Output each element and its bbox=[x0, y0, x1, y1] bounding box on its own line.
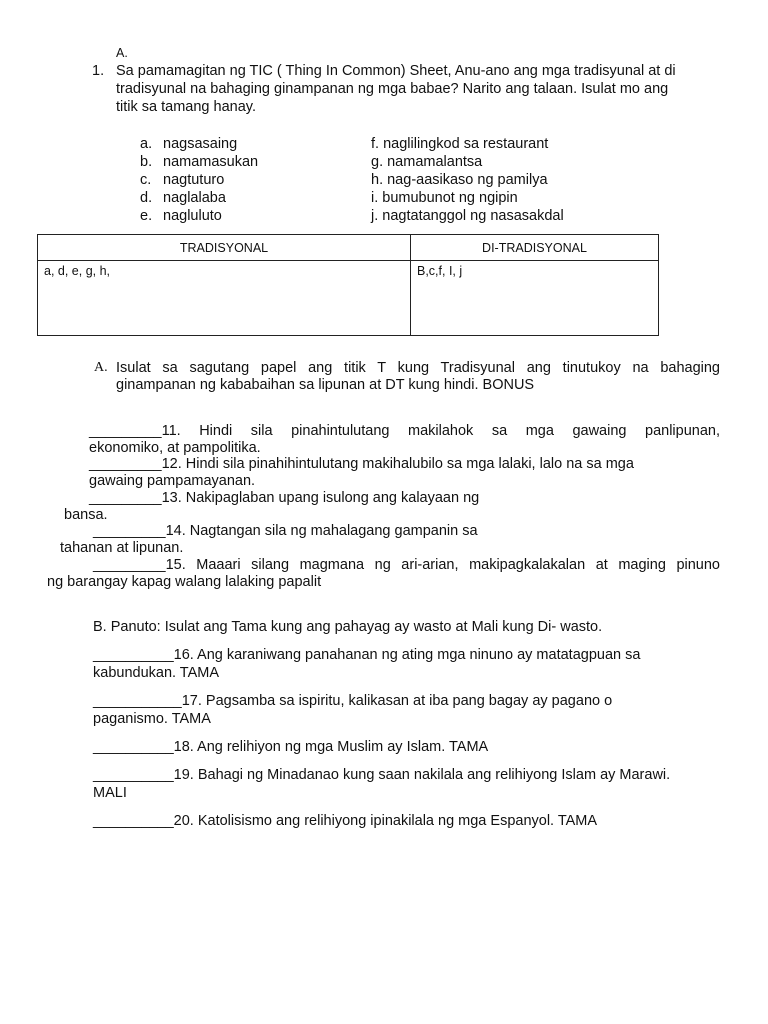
option-text: nagluluto bbox=[163, 208, 222, 224]
option-text: nagsasaing bbox=[163, 136, 238, 152]
item-19-line-2: MALI bbox=[93, 785, 127, 801]
option-item: h. nag-aasikaso ng pamilya bbox=[371, 172, 548, 188]
item-11-line-1: _________11. Hindi sila pinahintulutang makilahok sa mga gawaing panlipunan, bbox=[89, 423, 720, 439]
option-item: f. naglilingkod sa restaurant bbox=[371, 136, 549, 152]
table-row bbox=[38, 261, 659, 336]
item-13-line-1: _________13. Nakipaglaban upang isulong ang kalayaan ng bbox=[89, 490, 480, 506]
item-12-line-1: _________12. Hindi sila pinahihintulutang makihalubilo sa mga lalaki, lalo na sa mga bbox=[89, 456, 634, 472]
option-letter: e. bbox=[140, 208, 153, 224]
option-letter: d. bbox=[140, 190, 153, 206]
option-letter: c. bbox=[140, 172, 152, 188]
item-14-line-2: tahanan at lipunan. bbox=[60, 540, 184, 556]
option-letter: b. bbox=[140, 154, 153, 170]
option-item: g. namamalantsa bbox=[371, 154, 483, 170]
section-a2-line-2: ginampanan ng kababaihan sa lipunan at DT kung hindi. BONUS bbox=[116, 377, 535, 393]
header-di-tradisyonal: DI-TRADISYONAL bbox=[411, 235, 659, 261]
tic-answer-table bbox=[37, 234, 659, 336]
section-b-instruction: B. Panuto: Isulat ang Tama kung ang pahayag ay wasto at Mali kung Di- wasto. bbox=[93, 619, 603, 635]
item-13-line-2: bansa. bbox=[64, 507, 108, 523]
item-16-line-2: kabundukan. TAMA bbox=[93, 665, 220, 681]
item-15-line-2: ng barangay kapag walang lalaking papalit bbox=[47, 574, 322, 590]
question-1-line-3: titik sa tamang hanay. bbox=[116, 99, 256, 115]
section-heading-a: A. bbox=[116, 46, 128, 60]
section-label-a2: A. bbox=[94, 360, 108, 375]
option-text: naglalaba bbox=[163, 190, 226, 206]
item-17-line-1: ___________17. Pagsamba sa ispiritu, kalikasan at iba pang bagay ay pagano o bbox=[93, 693, 613, 709]
item-18: __________18. Ang relihiyon ng mga Muslim ay Islam. TAMA bbox=[93, 739, 489, 755]
option-item: i. bumubunot ng ngipin bbox=[371, 190, 518, 206]
table-header-row bbox=[38, 235, 659, 261]
question-number-1: 1. bbox=[92, 63, 105, 79]
item-19-line-1: __________19. Bahagi ng Minadanao kung saan nakilala ang relihiyong Islam ay Marawi. bbox=[93, 767, 671, 783]
answer-tradisyonal: a, d, e, g, h, bbox=[38, 261, 411, 336]
option-text: namamasukan bbox=[163, 154, 259, 170]
answer-di-tradisyonal: B,c,f, I, j bbox=[411, 261, 659, 336]
item-11-line-2: ekonomiko, at pampolitika. bbox=[89, 440, 261, 456]
section-a2-line-1: Isulat sa sagutang papel ang titik T kung Tradisyunal ang tinutukoy na bahaging bbox=[116, 360, 720, 376]
option-item: j. nagtatanggol ng nasasakdal bbox=[371, 208, 564, 224]
item-16-line-1: __________16. Ang karaniwang panahanan ng ating mga ninuno ay matatagpuan sa bbox=[93, 647, 641, 663]
question-1-line-1: Sa pamamagitan ng TIC ( Thing In Common) Sheet, Anu-ano ang mga tradisyunal at di bbox=[116, 63, 676, 79]
item-14-line-1: _________14. Nagtangan sila ng mahalagang gampanin sa bbox=[93, 523, 478, 539]
option-text: nagtuturo bbox=[163, 172, 225, 188]
header-tradisyonal: TRADISYONAL bbox=[38, 235, 411, 261]
item-17-line-2: paganismo. TAMA bbox=[93, 711, 211, 727]
item-12-line-2: gawaing pampamayanan. bbox=[89, 473, 256, 489]
item-20: __________20. Katolisismo ang relihiyong ipinakilala ng mga Espanyol. TAMA bbox=[93, 813, 598, 829]
option-letter: a. bbox=[140, 136, 153, 152]
item-15-line-1: _________15. Maaari silang magmana ng ari-arian, makipagkalakalan at maging pinuno bbox=[93, 557, 720, 573]
question-1-line-2: tradisyunal na bahaging ginampanan ng mga babae? Narito ang talaan. Isulat mo ang bbox=[116, 81, 669, 97]
